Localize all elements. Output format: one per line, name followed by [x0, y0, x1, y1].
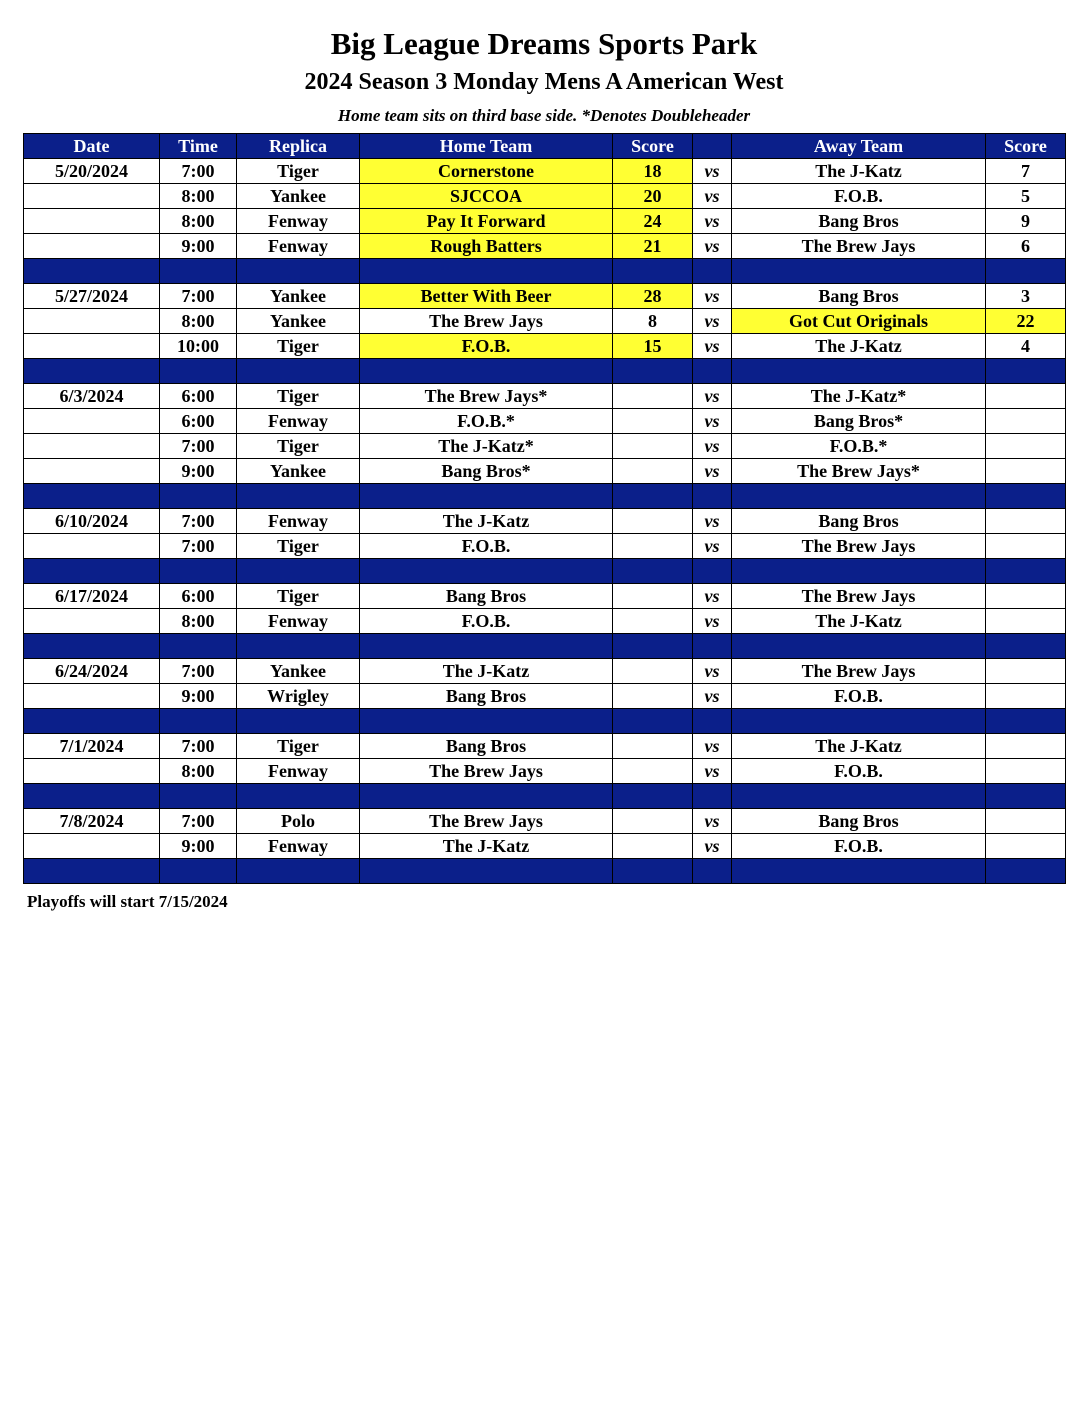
game-replica-field: Tiger: [237, 584, 360, 609]
game-replica-field: Yankee: [237, 459, 360, 484]
game-date: 7/1/2024: [24, 734, 160, 759]
game-replica-field: Tiger: [237, 334, 360, 359]
game-time: 9:00: [160, 684, 237, 709]
away-team: The Brew Jays*: [732, 459, 986, 484]
home-team: Better With Beer: [360, 284, 613, 309]
away-team: F.O.B.: [732, 684, 986, 709]
game-date: [24, 459, 160, 484]
home-team: F.O.B.*: [360, 409, 613, 434]
home-score: 8: [613, 309, 693, 334]
separator-cell: [24, 359, 160, 384]
home-score: 24: [613, 209, 693, 234]
away-team: The J-Katz: [732, 609, 986, 634]
home-team: The J-Katz*: [360, 434, 613, 459]
vs-label: vs: [693, 384, 732, 409]
game-replica-field: Yankee: [237, 284, 360, 309]
separator-cell: [237, 484, 360, 509]
game-date: [24, 334, 160, 359]
vs-label: vs: [693, 334, 732, 359]
home-score: 15: [613, 334, 693, 359]
separator-cell: [160, 709, 237, 734]
separator-cell: [693, 259, 732, 284]
separator-cell: [160, 559, 237, 584]
home-score: 20: [613, 184, 693, 209]
vs-label: vs: [693, 309, 732, 334]
game-replica-field: Tiger: [237, 534, 360, 559]
separator-cell: [732, 559, 986, 584]
game-row: [24, 509, 1066, 534]
home-team: Rough Batters: [360, 234, 613, 259]
separator-cell: [360, 559, 613, 584]
away-score: [986, 834, 1066, 859]
separator-cell: [24, 709, 160, 734]
away-score: 3: [986, 284, 1066, 309]
game-replica-field: Yankee: [237, 309, 360, 334]
game-date: [24, 534, 160, 559]
separator-cell: [613, 859, 693, 884]
game-replica-field: Yankee: [237, 184, 360, 209]
separator-cell: [613, 634, 693, 659]
game-replica-field: Yankee: [237, 659, 360, 684]
separator-cell: [160, 784, 237, 809]
separator-cell: [237, 259, 360, 284]
header-row: [24, 134, 1066, 159]
away-team: The J-Katz: [732, 159, 986, 184]
week-separator-row: [24, 784, 1066, 809]
game-date: 6/3/2024: [24, 384, 160, 409]
game-date: [24, 234, 160, 259]
game-replica-field: Fenway: [237, 234, 360, 259]
separator-cell: [613, 709, 693, 734]
separator-cell: [360, 709, 613, 734]
game-row: [24, 809, 1066, 834]
vs-label: vs: [693, 759, 732, 784]
game-time: 7:00: [160, 284, 237, 309]
separator-cell: [732, 784, 986, 809]
home-team: Bang Bros: [360, 584, 613, 609]
away-team: The J-Katz: [732, 734, 986, 759]
away-team: Got Cut Originals: [732, 309, 986, 334]
game-date: 6/24/2024: [24, 659, 160, 684]
game-row: [24, 284, 1066, 309]
game-replica-field: Fenway: [237, 209, 360, 234]
game-row: [24, 534, 1066, 559]
separator-cell: [360, 859, 613, 884]
game-row: [24, 434, 1066, 459]
away-score: 7: [986, 159, 1066, 184]
away-team: The Brew Jays: [732, 234, 986, 259]
game-time: 7:00: [160, 509, 237, 534]
vs-label: vs: [693, 509, 732, 534]
game-replica-field: Tiger: [237, 159, 360, 184]
away-team: The J-Katz: [732, 334, 986, 359]
away-team: F.O.B.: [732, 759, 986, 784]
game-time: 6:00: [160, 584, 237, 609]
away-score: [986, 659, 1066, 684]
home-team: F.O.B.: [360, 609, 613, 634]
schedule-note: Home team sits on third base side. *Denotes Doubleheader: [337, 106, 751, 125]
separator-cell: [986, 484, 1066, 509]
vs-label: vs: [693, 434, 732, 459]
vs-label: vs: [693, 809, 732, 834]
game-time: 7:00: [160, 434, 237, 459]
game-time: 7:00: [160, 734, 237, 759]
schedule-table: [23, 133, 1066, 884]
separator-cell: [693, 559, 732, 584]
separator-cell: [732, 859, 986, 884]
separator-cell: [24, 634, 160, 659]
home-score: [613, 459, 693, 484]
game-row: [24, 734, 1066, 759]
game-date: [24, 684, 160, 709]
away-score: [986, 534, 1066, 559]
game-row: [24, 609, 1066, 634]
home-score: [613, 809, 693, 834]
separator-cell: [986, 259, 1066, 284]
away-score: [986, 809, 1066, 834]
col-date-header: Date: [24, 134, 160, 159]
game-replica-field: Fenway: [237, 409, 360, 434]
separator-cell: [613, 784, 693, 809]
vs-label: vs: [693, 284, 732, 309]
separator-cell: [360, 359, 613, 384]
game-replica-field: Tiger: [237, 434, 360, 459]
vs-label: vs: [693, 184, 732, 209]
game-replica-field: Fenway: [237, 609, 360, 634]
separator-cell: [160, 634, 237, 659]
separator-cell: [24, 784, 160, 809]
away-score: [986, 734, 1066, 759]
separator-cell: [986, 859, 1066, 884]
home-score: [613, 609, 693, 634]
game-time: 10:00: [160, 334, 237, 359]
away-score: [986, 459, 1066, 484]
away-score: 22: [986, 309, 1066, 334]
col-away-team-header: Away Team: [732, 134, 986, 159]
game-time: 8:00: [160, 609, 237, 634]
game-replica-field: Fenway: [237, 509, 360, 534]
game-time: 6:00: [160, 384, 237, 409]
home-team: The Brew Jays: [360, 759, 613, 784]
separator-cell: [613, 359, 693, 384]
home-team: Cornerstone: [360, 159, 613, 184]
away-team: F.O.B.: [732, 834, 986, 859]
home-score: [613, 584, 693, 609]
vs-label: vs: [693, 159, 732, 184]
col-replica-header: Replica: [237, 134, 360, 159]
separator-cell: [986, 784, 1066, 809]
home-score: [613, 759, 693, 784]
vs-label: vs: [693, 834, 732, 859]
separator-cell: [613, 484, 693, 509]
game-row: [24, 684, 1066, 709]
game-time: 7:00: [160, 534, 237, 559]
game-row: [24, 309, 1066, 334]
game-replica-field: Fenway: [237, 759, 360, 784]
separator-cell: [24, 484, 160, 509]
home-team: The J-Katz: [360, 659, 613, 684]
game-time: 8:00: [160, 309, 237, 334]
week-separator-row: [24, 359, 1066, 384]
home-score: [613, 409, 693, 434]
separator-cell: [24, 259, 160, 284]
playoffs-note: Playoffs will start 7/15/2024: [27, 892, 228, 911]
away-team: F.O.B.: [732, 184, 986, 209]
game-time: 8:00: [160, 184, 237, 209]
separator-cell: [24, 559, 160, 584]
home-team: The Brew Jays*: [360, 384, 613, 409]
vs-label: vs: [693, 734, 732, 759]
game-row: [24, 659, 1066, 684]
season-subtitle: 2024 Season 3 Monday Mens A American West: [304, 69, 784, 95]
game-date: [24, 184, 160, 209]
col-home-team-header: Home Team: [360, 134, 613, 159]
schedule-body: [24, 159, 1066, 884]
game-date: 6/17/2024: [24, 584, 160, 609]
separator-cell: [360, 784, 613, 809]
away-score: 5: [986, 184, 1066, 209]
separator-cell: [986, 359, 1066, 384]
week-separator-row: [24, 484, 1066, 509]
separator-cell: [237, 559, 360, 584]
separator-cell: [693, 709, 732, 734]
home-score: 18: [613, 159, 693, 184]
home-team: Bang Bros*: [360, 459, 613, 484]
game-replica-field: Polo: [237, 809, 360, 834]
home-score: [613, 659, 693, 684]
separator-cell: [360, 484, 613, 509]
home-score: 21: [613, 234, 693, 259]
game-row: [24, 759, 1066, 784]
vs-label: vs: [693, 684, 732, 709]
game-date: [24, 409, 160, 434]
separator-cell: [693, 634, 732, 659]
vs-label: vs: [693, 234, 732, 259]
game-time: 8:00: [160, 759, 237, 784]
game-date: [24, 609, 160, 634]
home-team: The Brew Jays: [360, 809, 613, 834]
game-date: [24, 209, 160, 234]
game-replica-field: Tiger: [237, 384, 360, 409]
vs-label: vs: [693, 659, 732, 684]
home-team: F.O.B.: [360, 534, 613, 559]
separator-cell: [237, 359, 360, 384]
vs-label: vs: [693, 584, 732, 609]
game-time: 6:00: [160, 409, 237, 434]
home-score: [613, 734, 693, 759]
col-home-score-header: Score: [613, 134, 693, 159]
game-row: [24, 584, 1066, 609]
home-score: [613, 384, 693, 409]
game-date: 5/27/2024: [24, 284, 160, 309]
week-separator-row: [24, 859, 1066, 884]
schedule-header: [24, 134, 1066, 159]
home-score: [613, 684, 693, 709]
game-date: [24, 834, 160, 859]
game-time: 9:00: [160, 834, 237, 859]
game-time: 7:00: [160, 809, 237, 834]
game-date: [24, 759, 160, 784]
game-replica-field: Wrigley: [237, 684, 360, 709]
game-time: 9:00: [160, 234, 237, 259]
col-vs-header: [693, 134, 732, 159]
separator-cell: [986, 559, 1066, 584]
vs-label: vs: [693, 409, 732, 434]
away-score: [986, 434, 1066, 459]
separator-cell: [237, 634, 360, 659]
separator-cell: [693, 859, 732, 884]
game-row: [24, 459, 1066, 484]
game-row: [24, 384, 1066, 409]
game-date: 5/20/2024: [24, 159, 160, 184]
game-row: [24, 234, 1066, 259]
away-score: [986, 509, 1066, 534]
separator-cell: [613, 259, 693, 284]
away-team: F.O.B.*: [732, 434, 986, 459]
separator-cell: [160, 359, 237, 384]
home-score: [613, 434, 693, 459]
separator-cell: [693, 484, 732, 509]
home-score: [613, 509, 693, 534]
home-team: Bang Bros: [360, 734, 613, 759]
away-team: The J-Katz*: [732, 384, 986, 409]
game-date: [24, 309, 160, 334]
separator-cell: [237, 859, 360, 884]
game-row: [24, 184, 1066, 209]
col-time-header: Time: [160, 134, 237, 159]
away-score: 9: [986, 209, 1066, 234]
away-score: [986, 409, 1066, 434]
game-row: [24, 834, 1066, 859]
week-separator-row: [24, 634, 1066, 659]
separator-cell: [237, 709, 360, 734]
away-team: The Brew Jays: [732, 584, 986, 609]
separator-cell: [732, 359, 986, 384]
away-team: The Brew Jays: [732, 659, 986, 684]
home-team: Bang Bros: [360, 684, 613, 709]
game-time: 7:00: [160, 159, 237, 184]
separator-cell: [160, 259, 237, 284]
separator-cell: [237, 784, 360, 809]
game-time: 7:00: [160, 659, 237, 684]
away-score: [986, 584, 1066, 609]
game-date: 7/8/2024: [24, 809, 160, 834]
separator-cell: [160, 484, 237, 509]
home-team: The Brew Jays: [360, 309, 613, 334]
away-team: Bang Bros: [732, 284, 986, 309]
away-team: Bang Bros: [732, 209, 986, 234]
away-score: [986, 684, 1066, 709]
vs-label: vs: [693, 459, 732, 484]
separator-cell: [360, 634, 613, 659]
separator-cell: [693, 359, 732, 384]
away-score: 4: [986, 334, 1066, 359]
game-row: [24, 409, 1066, 434]
separator-cell: [732, 634, 986, 659]
home-score: [613, 534, 693, 559]
home-score: 28: [613, 284, 693, 309]
separator-cell: [24, 859, 160, 884]
game-replica-field: Fenway: [237, 834, 360, 859]
separator-cell: [986, 634, 1066, 659]
away-team: The Brew Jays: [732, 534, 986, 559]
home-team: The J-Katz: [360, 509, 613, 534]
page-title: Big League Dreams Sports Park: [330, 26, 758, 61]
week-separator-row: [24, 709, 1066, 734]
separator-cell: [732, 259, 986, 284]
separator-cell: [986, 709, 1066, 734]
separator-cell: [160, 859, 237, 884]
away-team: Bang Bros*: [732, 409, 986, 434]
week-separator-row: [24, 259, 1066, 284]
away-score: [986, 384, 1066, 409]
home-team: Pay It Forward: [360, 209, 613, 234]
game-date: 6/10/2024: [24, 509, 160, 534]
home-score: [613, 834, 693, 859]
separator-cell: [693, 784, 732, 809]
separator-cell: [613, 559, 693, 584]
game-time: 9:00: [160, 459, 237, 484]
home-team: F.O.B.: [360, 334, 613, 359]
game-row: [24, 159, 1066, 184]
game-time: 8:00: [160, 209, 237, 234]
separator-cell: [732, 709, 986, 734]
separator-cell: [732, 484, 986, 509]
week-separator-row: [24, 559, 1066, 584]
vs-label: vs: [693, 209, 732, 234]
away-score: 6: [986, 234, 1066, 259]
vs-label: vs: [693, 534, 732, 559]
away-team: Bang Bros: [732, 809, 986, 834]
game-date: [24, 434, 160, 459]
away-score: [986, 609, 1066, 634]
away-score: [986, 759, 1066, 784]
game-row: [24, 209, 1066, 234]
away-team: Bang Bros: [732, 509, 986, 534]
vs-label: vs: [693, 609, 732, 634]
home-team: The J-Katz: [360, 834, 613, 859]
game-row: [24, 334, 1066, 359]
home-team: SJCCOA: [360, 184, 613, 209]
col-away-score-header: Score: [986, 134, 1066, 159]
game-replica-field: Tiger: [237, 734, 360, 759]
separator-cell: [360, 259, 613, 284]
